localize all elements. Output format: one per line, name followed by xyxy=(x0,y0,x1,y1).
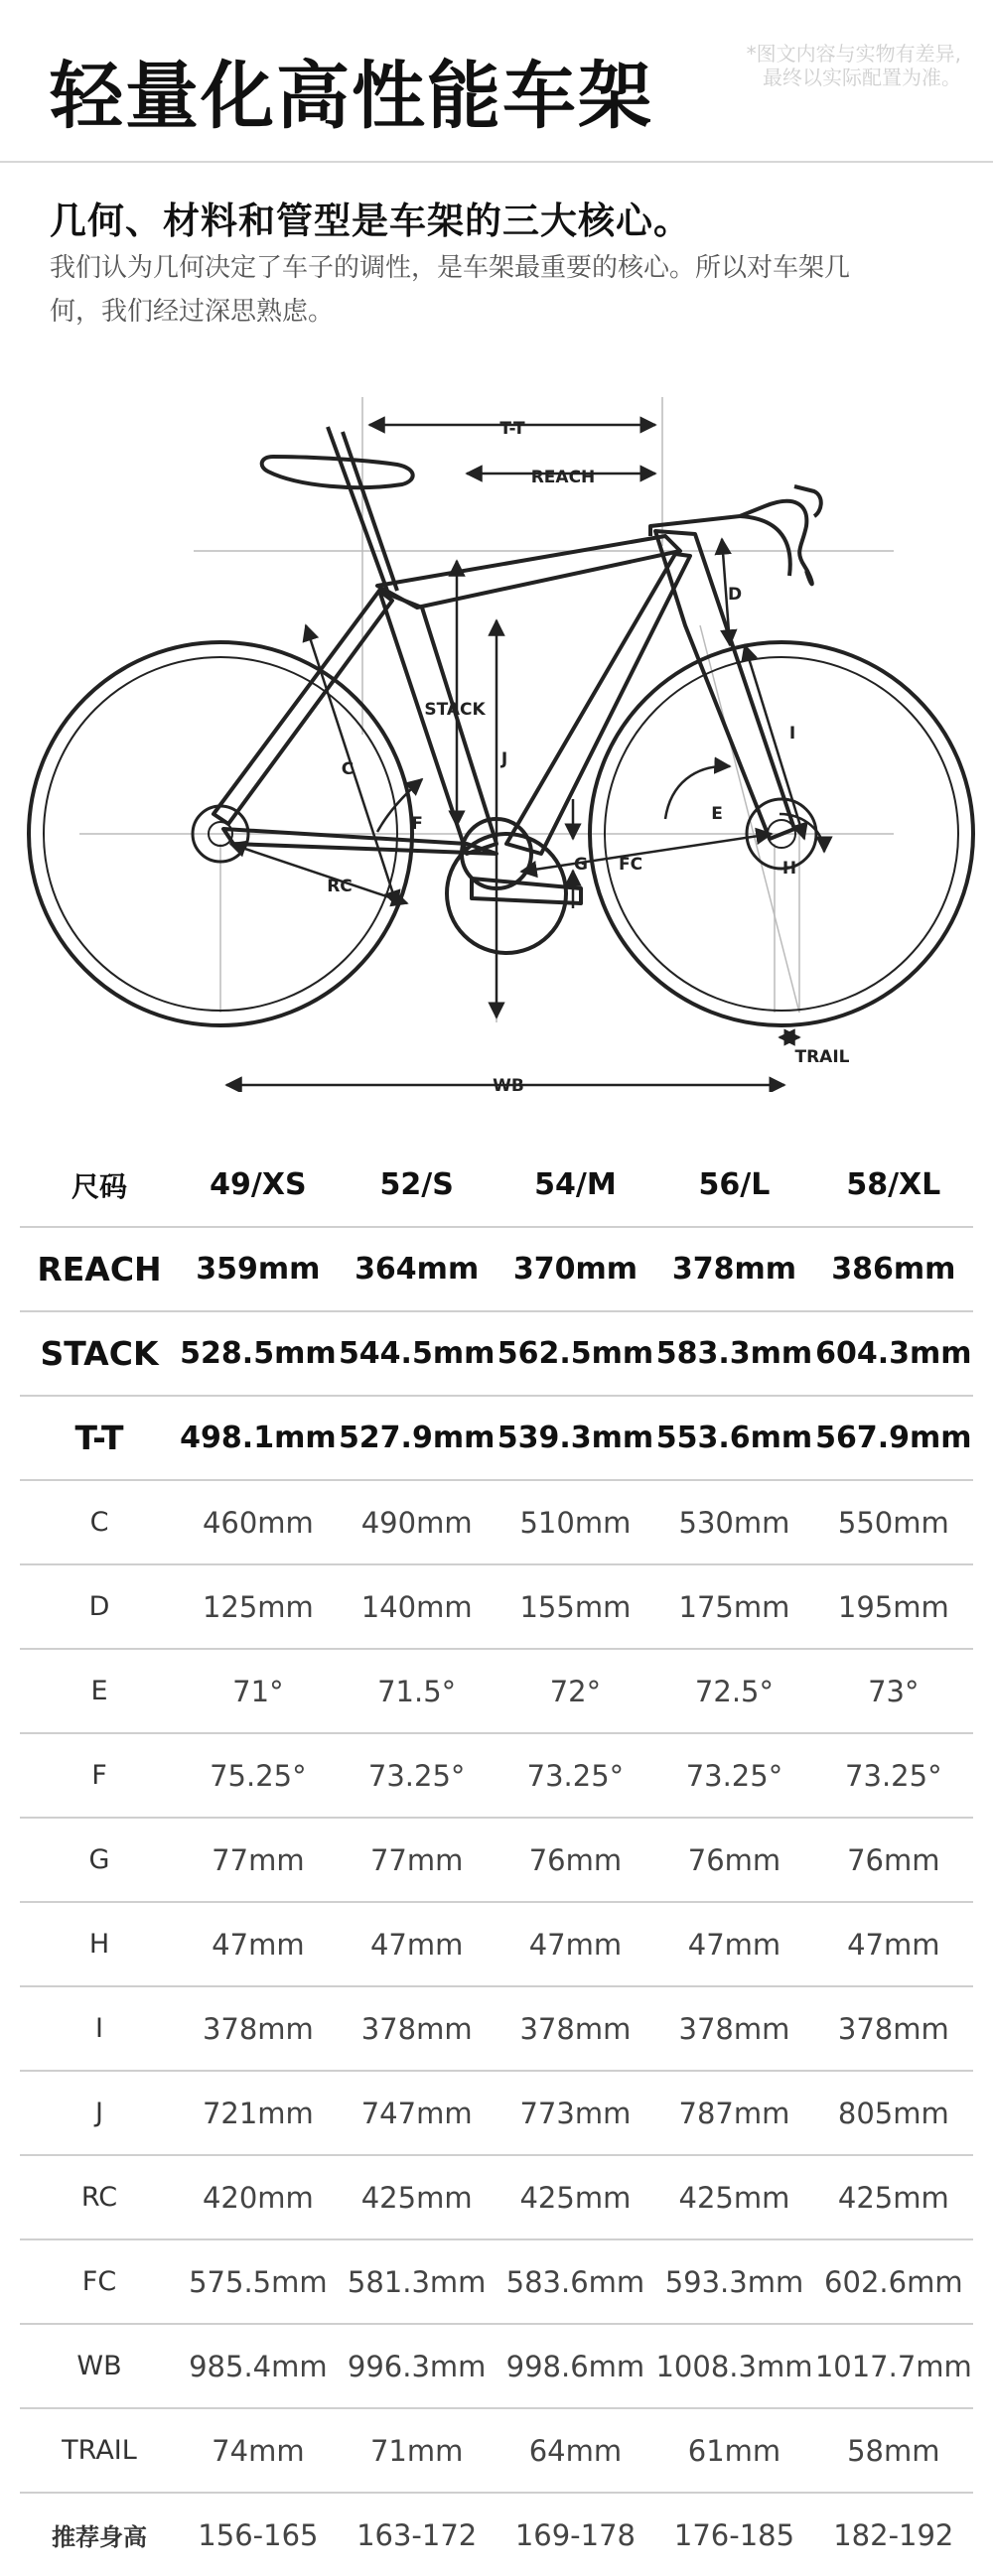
table-cell: 604.3mm xyxy=(814,1311,973,1396)
table-cell: 175mm xyxy=(654,1564,813,1649)
table-cell: 425mm xyxy=(338,2155,496,2239)
table-cell: 125mm xyxy=(179,1564,338,1649)
table-cell: 74mm xyxy=(179,2408,338,2493)
frame xyxy=(213,427,821,953)
label-tt: T-T xyxy=(499,419,525,439)
label-e: E xyxy=(711,804,723,824)
table-cell: 721mm xyxy=(179,2071,338,2155)
table-cell: 550mm xyxy=(814,1480,973,1564)
table-cell: 195mm xyxy=(814,1564,973,1649)
label-wb: WB xyxy=(493,1076,524,1092)
table-cell: 71.5° xyxy=(338,1649,496,1733)
label-d: D xyxy=(727,585,743,605)
table-cell: 386mm xyxy=(814,1227,973,1311)
label-j: J xyxy=(500,749,508,769)
table-row xyxy=(20,1818,973,1902)
table-cell: 805mm xyxy=(814,2071,973,2155)
table-cell: 539.3mm xyxy=(496,1396,655,1480)
table-cell: 378mm xyxy=(654,1227,813,1311)
table-cell: 1017.7mm xyxy=(814,2324,973,2408)
row-label: G xyxy=(20,1818,179,1902)
table-cell: 581.3mm xyxy=(338,2239,496,2324)
table-cell: 498.1mm xyxy=(179,1396,338,1480)
table-cell: 985.4mm xyxy=(179,2324,338,2408)
row-label: REACH xyxy=(20,1227,179,1311)
table-cell: 72.5° xyxy=(654,1649,813,1733)
bike-geometry-diagram xyxy=(0,377,993,1092)
label-c: C xyxy=(341,759,355,779)
row-label: E xyxy=(20,1649,179,1733)
table-cell: 76mm xyxy=(654,1818,813,1902)
table-row xyxy=(20,1480,973,1564)
table-cell: 73.25° xyxy=(338,1733,496,1818)
table-row xyxy=(20,2239,973,2324)
label-trail: TRAIL xyxy=(794,1047,850,1067)
table-cell: 370mm xyxy=(496,1227,655,1311)
label-i: I xyxy=(788,724,796,744)
label-f: F xyxy=(411,814,423,834)
table-cell: 77mm xyxy=(179,1818,338,1902)
table-cell: 460mm xyxy=(179,1480,338,1564)
table-cell: 378mm xyxy=(338,1986,496,2071)
header-size-label: 尺码 xyxy=(20,1144,179,1227)
header-size-xs: 49/XS xyxy=(179,1144,338,1227)
table-row xyxy=(20,2324,973,2408)
table-cell: 420mm xyxy=(179,2155,338,2239)
row-label: I xyxy=(20,1986,179,2071)
table-cell: 1008.3mm xyxy=(654,2324,813,2408)
table-row xyxy=(20,1311,973,1396)
header-size-xl: 58/XL xyxy=(814,1144,973,1227)
table-cell: 71mm xyxy=(338,2408,496,2493)
table-row xyxy=(20,2408,973,2493)
table-cell: 76mm xyxy=(814,1818,973,1902)
table-cell: 602.6mm xyxy=(814,2239,973,2324)
table-cell: 787mm xyxy=(654,2071,813,2155)
table-cell: 544.5mm xyxy=(338,1311,496,1396)
table-cell: 73.25° xyxy=(496,1733,655,1818)
table-cell: 169-178 xyxy=(514,2517,636,2552)
table-cell: 76mm xyxy=(496,1818,655,1902)
label-rc: RC xyxy=(327,877,353,896)
table-row xyxy=(20,1649,973,1733)
table-cell: 75.25° xyxy=(179,1733,338,1818)
table-row xyxy=(20,1986,973,2071)
table-cell: 378mm xyxy=(814,1986,973,2071)
header-divider xyxy=(0,161,993,163)
table-cell: 998.6mm xyxy=(496,2324,655,2408)
table-cell: 47mm xyxy=(814,1902,973,1986)
table-cell: 575.5mm xyxy=(179,2239,338,2324)
table-row xyxy=(20,1733,973,1818)
section-subtitle: 几何、材料和管型是车架的三大核心。 xyxy=(50,200,691,242)
table-cell: 747mm xyxy=(338,2071,496,2155)
table-cell: 378mm xyxy=(496,1986,655,2071)
table-cell: 47mm xyxy=(654,1902,813,1986)
table-cell: 182-192 xyxy=(833,2517,954,2552)
section-description: 我们认为几何决定了车子的调性，是车架最重要的核心。所以对车架几何，我们经过深思熟虑。 xyxy=(50,253,851,327)
table-cell: 567.9mm xyxy=(814,1396,973,1480)
table-row xyxy=(20,1902,973,1986)
table-cell: 140mm xyxy=(338,1564,496,1649)
label-fc: FC xyxy=(618,855,643,875)
table-cell: 73° xyxy=(814,1649,973,1733)
label-stack: STACK xyxy=(424,700,486,720)
table-cell: 425mm xyxy=(814,2155,973,2239)
table-cell: 364mm xyxy=(338,1227,496,1311)
table-cell: 996.3mm xyxy=(338,2324,496,2408)
page-title: 轻量化高性能车架 xyxy=(50,54,653,139)
row-label: J xyxy=(20,2071,179,2155)
table-cell: 47mm xyxy=(179,1902,338,1986)
table-row xyxy=(20,2493,973,2576)
row-label: STACK xyxy=(20,1311,179,1396)
row-label: T-T xyxy=(20,1396,179,1480)
row-label: C xyxy=(20,1480,179,1564)
row-label: F xyxy=(20,1733,179,1818)
table-row xyxy=(20,1227,973,1311)
table-cell: 553.6mm xyxy=(654,1396,813,1480)
header-size-l: 56/L xyxy=(654,1144,813,1227)
header-size-s: 52/S xyxy=(338,1144,496,1227)
table-cell: 425mm xyxy=(654,2155,813,2239)
table-cell: 77mm xyxy=(338,1818,496,1902)
table-cell: 378mm xyxy=(654,1986,813,2071)
table-cell: 583.6mm xyxy=(496,2239,655,2324)
table-cell: 562.5mm xyxy=(496,1311,655,1396)
label-reach: REACH xyxy=(530,468,596,487)
table-cell: 155mm xyxy=(496,1564,655,1649)
table-cell: 64mm xyxy=(496,2408,655,2493)
table-cell: 378mm xyxy=(179,1986,338,2071)
table-cell: 72° xyxy=(496,1649,655,1733)
table-row xyxy=(20,1396,973,1480)
table-cell: 510mm xyxy=(496,1480,655,1564)
table-header-row xyxy=(20,1144,973,1227)
table-cell: 530mm xyxy=(654,1480,813,1564)
table-cell: 61mm xyxy=(654,2408,813,2493)
table-row xyxy=(20,1564,973,1649)
geometry-table xyxy=(20,1144,973,2576)
table-cell: 71° xyxy=(179,1649,338,1733)
table-cell: 773mm xyxy=(496,2071,655,2155)
table-cell: 359mm xyxy=(179,1227,338,1311)
table-cell: 58mm xyxy=(814,2408,973,2493)
table-cell: 73.25° xyxy=(814,1733,973,1818)
row-label: H xyxy=(20,1902,179,1986)
table-row xyxy=(20,2071,973,2155)
disclaimer-line-1: *图文内容与实物有差异, xyxy=(746,42,961,66)
table-cell: 490mm xyxy=(338,1480,496,1564)
table-cell: 73.25° xyxy=(654,1733,813,1818)
row-label: D xyxy=(20,1564,179,1649)
row-label: WB xyxy=(20,2324,179,2408)
row-label: FC xyxy=(20,2239,179,2324)
disclaimer-note xyxy=(747,42,961,89)
table-cell: 47mm xyxy=(496,1902,655,1986)
table-cell: 176-185 xyxy=(673,2517,795,2552)
table-cell: 156-165 xyxy=(198,2517,319,2552)
table-cell: 47mm xyxy=(338,1902,496,1986)
table-cell: 163-172 xyxy=(356,2517,478,2552)
table-cell: 583.3mm xyxy=(654,1311,813,1396)
table-cell: 425mm xyxy=(496,2155,655,2239)
table-row xyxy=(20,2155,973,2239)
guide-lines xyxy=(79,397,894,1022)
row-label: 推荐身高 xyxy=(52,2523,147,2551)
row-label: TRAIL xyxy=(20,2408,179,2493)
table-cell: 528.5mm xyxy=(179,1311,338,1396)
label-g: G xyxy=(574,855,588,875)
row-label: RC xyxy=(20,2155,179,2239)
table-cell: 593.3mm xyxy=(654,2239,813,2324)
header-size-m: 54/M xyxy=(496,1144,655,1227)
table-cell: 527.9mm xyxy=(338,1396,496,1480)
label-h: H xyxy=(781,859,797,879)
disclaimer-line-2: 最终以实际配置为准。 xyxy=(763,66,961,89)
